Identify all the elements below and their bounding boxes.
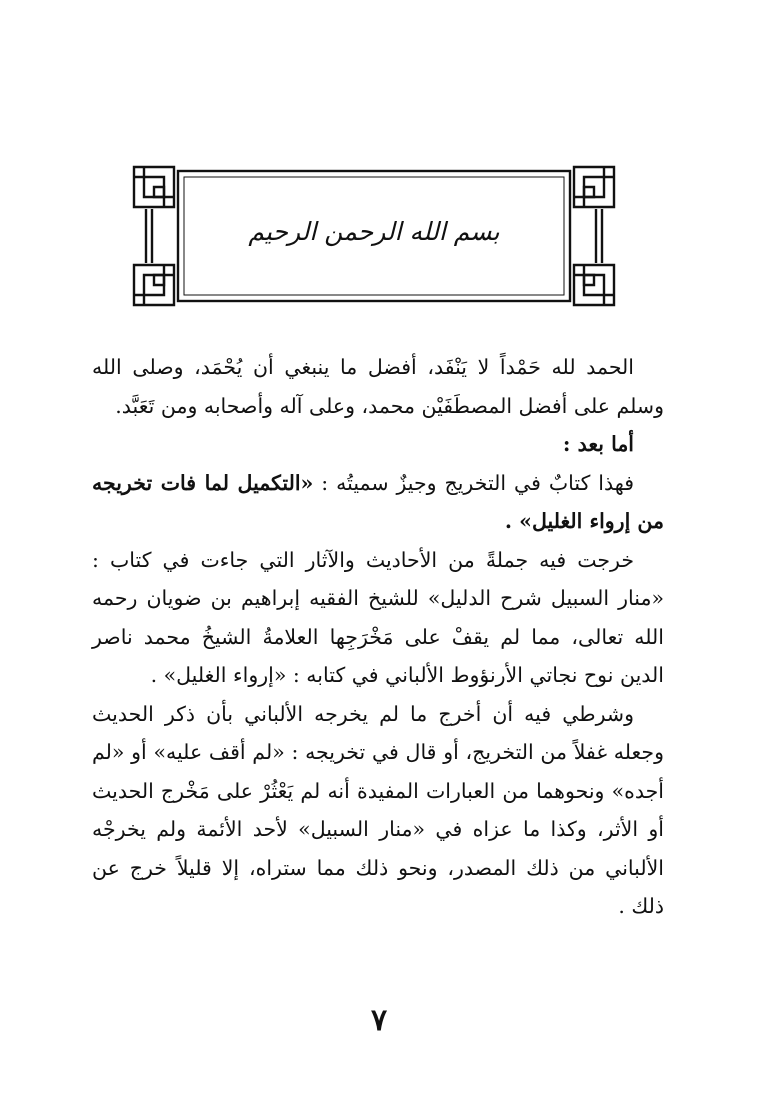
paragraph-book-title bbox=[92, 464, 664, 541]
main-text-body bbox=[92, 348, 664, 926]
page-number: ٧ bbox=[370, 1003, 388, 1038]
paragraph-amma-bad: أما بعد : bbox=[562, 432, 634, 456]
book-title: «التكميل لما فات تخريجه من إرواء الغليل» . bbox=[92, 470, 664, 533]
paragraph-conditions: وشرطي فيه أن أخرج ما لم يخرجه الألباني بأن ذكر الحديث وجعله غفلاً من التخريج، أو قال في تخريجه : «لم أقف عليه» أو «لم أجده» ونحوهما من العبارات المفيدة أنه لم يَعْثُرْ على مَخْرج الحديث أو الأثر، وكذا ما عزاه في «منار السبيل» لأحد الأئمة ولم يخرجْه الألباني من ذلك المصدر، ونحو ذلك مما ستراه، إلا قليلاً خرج عن ذلك . bbox=[92, 701, 664, 918]
basmala-text: بسم الله الرحمن الرحيم bbox=[248, 217, 500, 246]
paragraph-content-scope: خرجت فيه جملةً من الأحاديث والآثار التي جاءت في كتاب : «منار السبيل شرح الدليل» للشيخ الفقيه إبراهيم بن ضويان رحمه الله تعالى، مما لم يقفْ على مَخْرَجِها العلامةُ الشيخُ محمد ناصر الدين نوح نجاتي الأرنؤوط الألباني في كتابه : «إرواء الغليل» . bbox=[92, 547, 664, 687]
paragraph-praise: الحمد لله حَمْداً لا يَنْفَد، أفضل ما ينبغي أن يُحْمَد، وصلى الله وسلم على أفضل المصطَفَيْن محمد، وعلى آله وأصحابه ومن تَعَبَّد. bbox=[92, 355, 664, 418]
book-intro-text: فهذا كتابٌ في التخريج وجيزٌ سميتُه : bbox=[313, 470, 634, 495]
basmala-ornamental-frame bbox=[132, 165, 616, 307]
